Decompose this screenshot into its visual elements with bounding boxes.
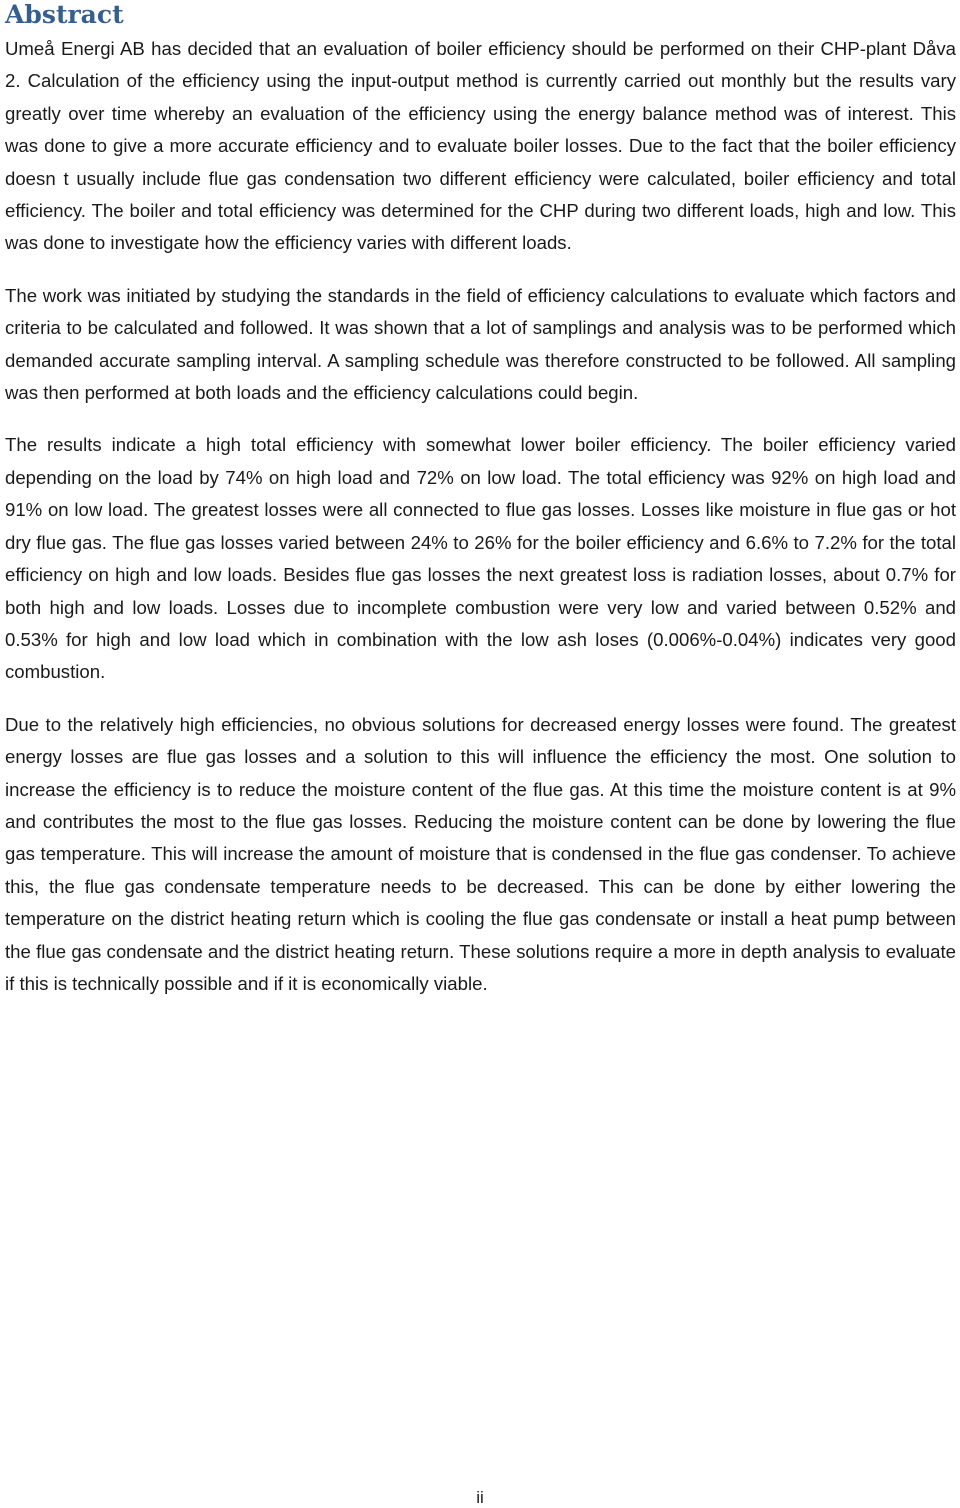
abstract-page bbox=[5, 0, 956, 1000]
abstract-paragraph-1: Umeå Energi AB has decided that an evaluation of boiler efficiency should be performed on their CHP-plant Dåva 2. Calculation of the efficiency using the input-output method is currently carried out monthly but the results vary greatly over time whereby an evaluation of the efficiency using the energy balance method was of interest. This was done to give a more accurate efficiency and to evaluate boiler losses. Due to the fact that the boiler efficiency doesn t usually include flue gas condensation two different efficiency were calculated, boiler efficiency and total efficiency. The boiler and total efficiency was determined for the CHP during two different loads, high and low. This was done to investigate how the efficiency varies with different loads. bbox=[5, 38, 956, 254]
abstract-paragraph-3: The results indicate a high total efficiency with somewhat lower boiler efficiency. The boiler efficiency varied depending on the load by 74% on high load and 72% on low load. The total efficiency was 92% on high load and 91% on low load. The greatest losses were all connected to flue gas losses. Losses like moisture in flue gas or hot dry flue gas. The flue gas losses varied between 24% to 26% for the boiler efficiency and 6.6% to 7.2% for the total efficiency on high and low loads. Besides flue gas losses the next greatest loss is radiation losses, about 0.7% for both high and low loads. Losses due to incomplete combustion were very low and varied between 0.52% and 0.53% for high and low load which in combination with the low ash loses (0.006%-0.04%) indicates very good combustion. bbox=[5, 434, 956, 683]
abstract-paragraph-2: The work was initiated by studying the standards in the field of efficiency calculations to evaluate which factors and criteria to be calculated and followed. It was shown that a lot of samplings and analysis was to be performed which demanded accurate sampling interval. A sampling schedule was therefore constructed to be followed. All sampling was then performed at both loads and the efficiency calculations could begin. bbox=[5, 284, 956, 404]
page-number: ii bbox=[476, 1488, 484, 1507]
section-heading: Abstract bbox=[5, 0, 124, 29]
abstract-paragraph-4: Due to the relatively high efficiencies, no obvious solutions for decreased energy losses were found. The greatest energy losses are flue gas losses and a solution to this will influence the efficiency the most. One solution to increase the efficiency is to reduce the moisture content of the flue gas. At this time the moisture content is at 9% and contributes the most to the flue gas losses. Reducing the moisture content can be done by lowering the flue gas temperature. This will increase the amount of moisture that is condensed in the flue gas condenser. To achieve this, the flue gas condensate temperature needs to be decreased. This can be done by either lowering the temperature on the district heating return which is cooling the flue gas condensate or install a heat pump between the flue gas condensate and the district heating return. These solutions require a more in depth analysis to evaluate if this is technically possible and if it is economically viable. bbox=[5, 713, 956, 994]
